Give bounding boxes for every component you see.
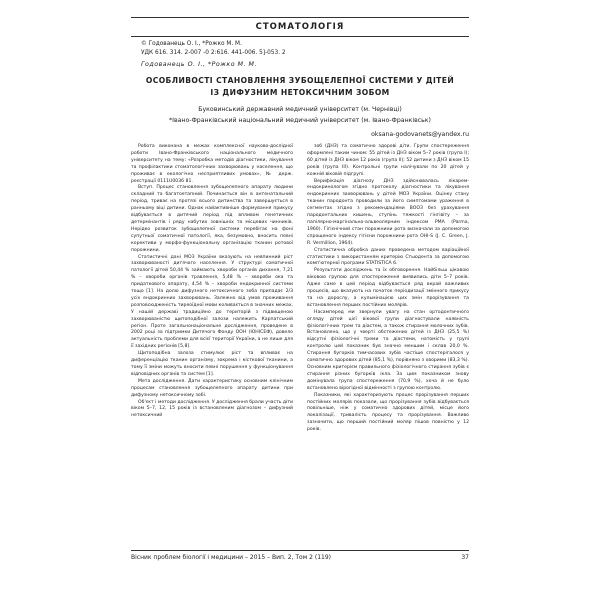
paragraph: Робота виконана в межах комплексної науково-дослідної роботи Івано-Франківського національного медичного університету на тему: «Розробка методів діагностики, лікування та профілактики стоматологічних захворювань у населення, що проживає в екологічно несприятливих умовах», № держ. реєстрації 0111U0036 81.: [131, 144, 293, 184]
paragraph: Вступ. Процес становлення зубощелепного апарату людини складний та багатоетапний. Починається він в антенатальний період, триває на протязі всього дитинства та завершується в ранньому віці дитини. Однак найактивніше формування прикусу відбувається в дитячий період під впливом генетичних детермінантів і ряду набутих зовнішніх та місцевих чинників. Нерідко розвиток зубощелепної системи перебігає на фоні супутньої соматичної патології, яка, безумовно, вносить певні корективи у морфо-функціональну організацію тканин ротової порожнини.: [131, 185, 293, 253]
journal-footer: Вісник проблем біології і медицини – 2015 – Вип. 2, Том 2 (119): [131, 554, 331, 561]
paragraph: Статистична обробка даних проведена методом варіаційної статистики з використанням критерію Стьюдента за допомогою комп'ютерної програми STATISTICA 6.: [307, 247, 469, 267]
article-title-line-2: ІЗ ДИФУЗНИМ НЕТОКСИЧНИМ ЗОБОМ: [210, 88, 390, 97]
article-title-line-1: ОСОБЛИВОСТІ СТАНОВЛЕННЯ ЗУБОЩЕЛЕПНОЇ СИСТЕМИ У ДІТЕЙ: [145, 76, 455, 85]
paragraph: Мета дослідження. Дати характеристику основним клінічним процесам становлення зубощелепного апарату дитини при дифузному нетоксичному зобі.: [131, 378, 293, 398]
section-header: СТОМАТОЛОГІЯ: [255, 22, 345, 32]
affiliation-2: *Івано-Франківський національний медичний університет (м. Івано-Франківськ): [169, 117, 431, 124]
copyright-line: © Годованець О. І., *Рожко М. М.: [141, 41, 242, 47]
paragraph: Щитоподібна залоза стимулює ріст та впливає на диференціацію тканин організму, зокрема і кісткової тканини, а тому її зміни можуть вносити певні порушення у функціонування відповідних органів та систем [1].: [131, 351, 293, 377]
author-email[interactable]: oksana-godovanets@yandex.ru: [371, 131, 469, 138]
header-bottom-rule: [131, 36, 469, 37]
left-column: [131, 144, 293, 420]
right-column: [307, 144, 469, 434]
affiliation-1: Буковинський державний медичний університет (м. Чернівці): [198, 106, 402, 113]
paragraph: Насамперед ми звернули увагу на стан ортодонтичного огляду дітей цієї вікової групи діагностували наявність фізіологічних трем та діастем, а також стирання молочних зубів. Встановлено, що у чверті обстежених дітей із ДНЗ (25,5 %) відсутні фізіологічні треми та діастеми, натомість у групі контролю цей показник був значно меншим і склав 20,0 %. Стирання бугорків тимчасових зубів частіше спостерігалося у соматично здорових дітей (85,1 %), порівняно з хворими (83,3 %). Основним критерієм правильного фізіологічного стирання зубів є стирання різних бугорків ікла. За цим показником знову домінувала група спостереження (70,9 %), хоча й не було встановлено вірогідної відмінності з групою контролю.: [307, 309, 469, 391]
paragraph: Показники, які характеризують процес прорізування перших постійних молярів показали, що прорізування зубів відбувається повільніше, ніж у соматично здорових дітей, місце його локалізації, тривалість процесу та прорізування. Важливо зазначити, що перший постійний моляр пішов повністю у 12 років.: [307, 392, 469, 433]
footer-rule: [131, 550, 469, 551]
paragraph: Об'єкт і методи дослідження. У дослідження брали участь діти віком 5–7, 12, 15 років із встановленим діагнозом – дифузний нетоксичний: [131, 399, 293, 419]
page-number: 37: [461, 554, 469, 561]
paragraph: Результати досліджень та їх обговорення. Найбільш цікавою віковою групою для спостереження виявились діти 5–7 років. Адже саме в цей період відбувається ряд вкрай важливих процесів, що вказують на початок періодизації змінного прикусу та на дорослу, а кульмінацією цих змін прорізування та встановлення перших постійних молярів.: [307, 268, 469, 308]
udc-code: УДК 616. 314. 2-007 -0 2:616. 441-006. 5]-053. 2: [141, 50, 286, 56]
paragraph: Статистичні дані МОЗ України вказують на невпинний ріст захворюваності дитячого населення. У структурі соматичної патології дітей 50,44 % займають хвороби органів дихання, 7,21 % – хвороби органів травлення, 5,48 % – хвороби ока та придаткового апарату, 4,54 % – хвороби ендокринної системи тощо [1]. На долю дифузного нетоксичного зоба припадає 2/3 усіх ендокринних захворювань. Залежно від умов проживання розповсюдженість тиреоїдної мови коливається в значних межах. У нашій державі традиційно до територій з підвищеною захворюваністю щитоподібної залози належить Карпатський регіон. Проте загальнонаціональне дослідження, проведене в 2002 році за підтримки Дитячого Фонду ООН (ЮНІСЕФ), довело актуальність проблеми для всієї території України, а не лише для її західних регіонів [5,8].: [131, 254, 293, 350]
header-top-rule: [131, 17, 469, 18]
paragraph: зоб (ДНЗ) та соматично здорові діти. Групи спостереження оформлені таким чином: 55 дітей із ДНЗ віком 5–7 років (група I); 60 дітей із ДНЗ віком 12 років (група II); 52 дитини з ДНЗ віком 15 років (група III). Контрольні групи налічували по 20 дітей у кожній віковій підгрупі.: [307, 144, 469, 177]
paragraph: Верифікація діагнозу ДНЗ здійснювалась лікарем-ендокринологом згідно протоколу діагностики та лікування ендокринних захворювань у дітей МОЗ України. Оцінку стану тканин пародонта проводили за його симптомами ураження в сегментах згідно з рекомендаціями ВООЗ без урахування пародонтальних кишень, ступінь тяжкості гінгівіту – за папілярно-маргінально-альвеолярним індексом РМА (Parma, 1960). Гігієнічний стан порожнини рота визначали за допомогою спрощеного індексу гігієни порожнини рота OHI-S (J. C. Green, J. R. Vermillion, 1964).: [307, 178, 469, 246]
authors: Годованець О. І., *Рожко М. М.: [141, 61, 257, 68]
